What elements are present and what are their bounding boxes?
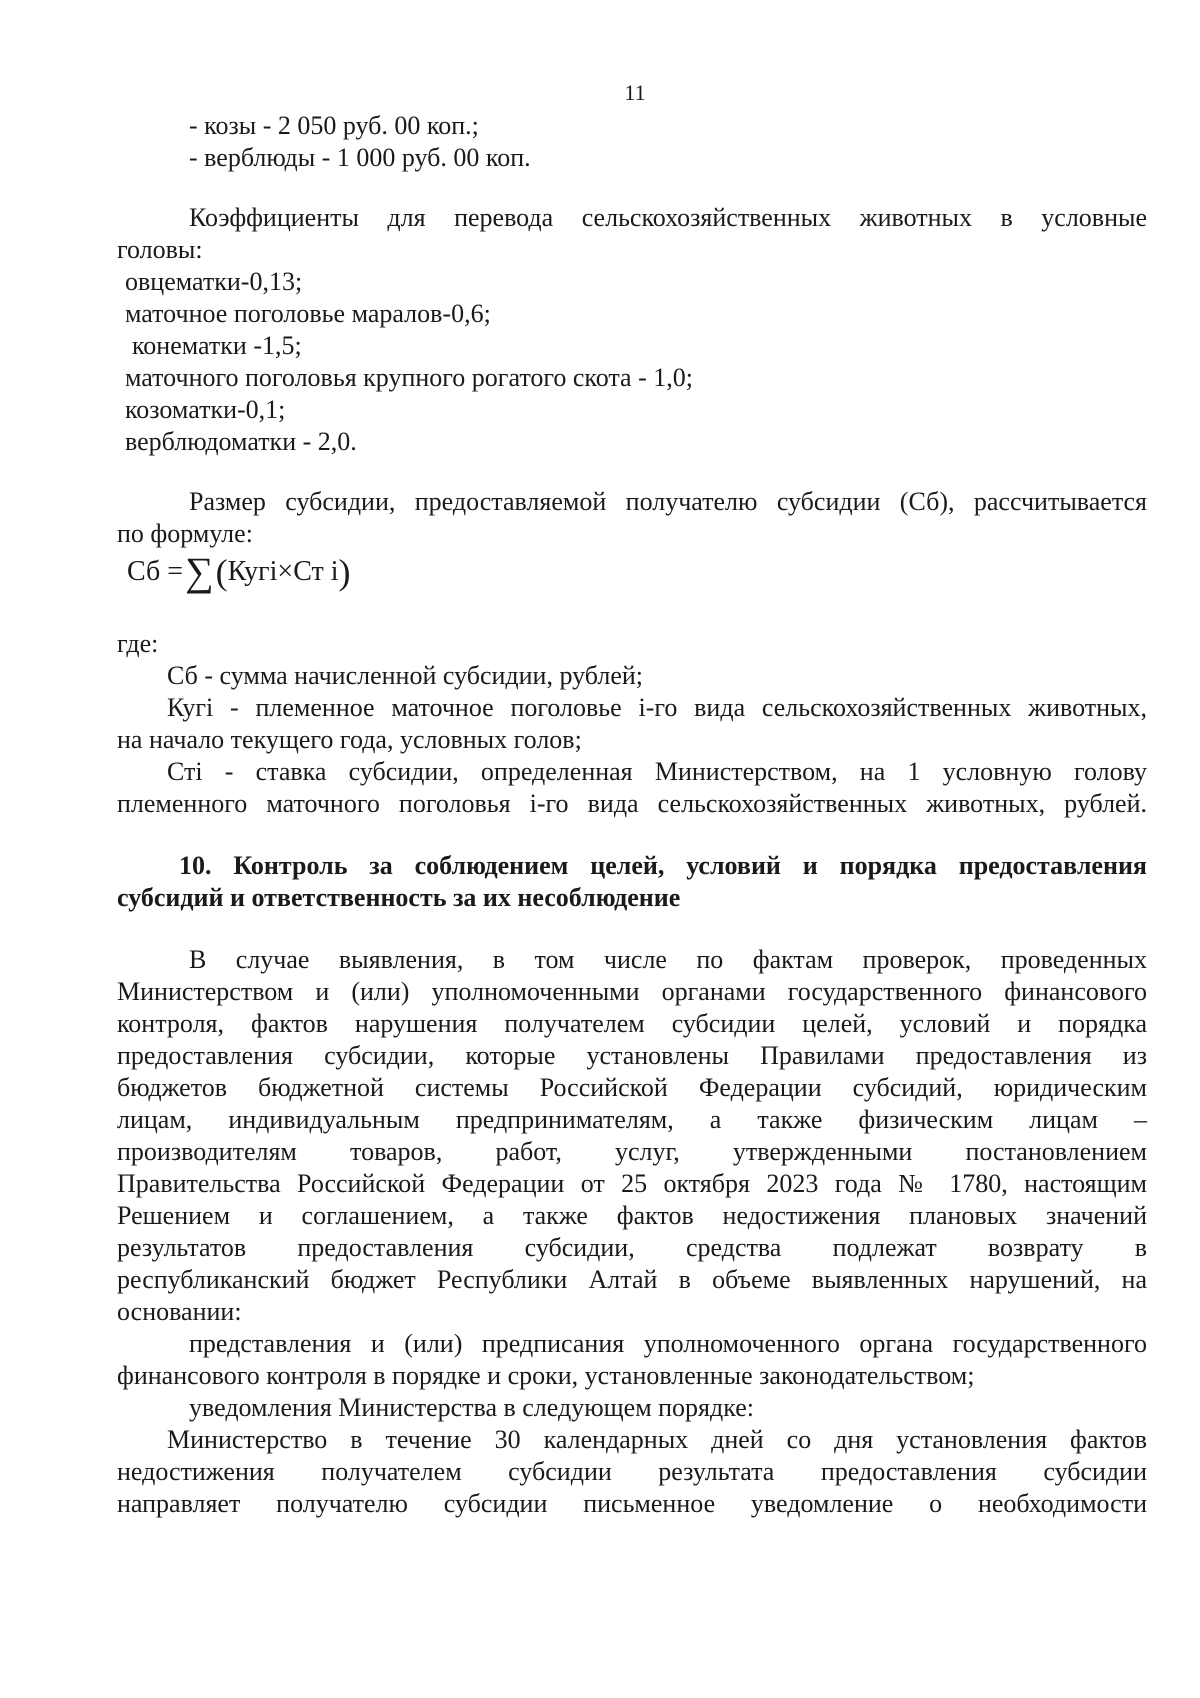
coefficient-item: верблюдоматки - 2,0.	[125, 427, 357, 456]
paragraph-line: Министерством и (или) уполномоченными органами государственного финансового	[117, 977, 1147, 1006]
paragraph-line: контроля, фактов нарушения получателем субсидии целей, условий и порядка	[117, 1009, 1147, 1038]
basis-line: уведомления Министерства в следующем порядке:	[189, 1393, 754, 1422]
coefficient-item: овцематки-0,13;	[125, 267, 303, 296]
definition-kug-cont: на начало текущего года, условных голов;	[117, 725, 582, 754]
definition-st: Стi - ставка субсидии, определенная Министерством, на 1 условную голову	[167, 757, 1147, 786]
paragraph-line: лицам, индивидуальным предпринимателям, а также физическим лицам –	[117, 1105, 1147, 1134]
page-content	[117, 110, 1147, 1520]
basis-1	[117, 1328, 1147, 1392]
price-item: - верблюды - 1 000 руб. 00 коп.	[189, 143, 531, 172]
final-line: Министерство в течение 30 календарных дней со дня установления фактов	[167, 1425, 1147, 1454]
final-line: недостижения получателем субсидии результата предоставления субсидии	[117, 1457, 1147, 1486]
section-10-paragraph	[117, 944, 1147, 1328]
formula-lhs: Сб =	[127, 556, 184, 587]
paragraph-line: республиканский бюджет Республики Алтай в объеме выявленных нарушений, на	[117, 1265, 1147, 1294]
paragraph-line: результатов предоставления субсидии, средства подлежат возврату в	[117, 1233, 1147, 1262]
formula-expression: Кугi×Ст i	[227, 556, 339, 587]
basis-line: представления и (или) предписания уполномоченного органа государственного	[189, 1329, 1147, 1358]
paragraph-line: основании:	[117, 1297, 242, 1326]
paragraph-line: Решением и соглашением, а также фактов недостижения плановых значений	[117, 1201, 1147, 1230]
final-paragraph	[117, 1424, 1147, 1520]
where-label: где:	[117, 629, 159, 658]
definition-kug: Кугi - племенное маточное поголовье i-го вида сельскохозяйственных животных,	[167, 693, 1147, 722]
coefficients-intro: Коэффициенты для перевода сельскохозяйственных животных в условные	[189, 203, 1147, 232]
section-heading-line: 10. Контроль за соблюдением целей, условий и порядка предоставления	[179, 851, 1147, 880]
coefficient-item: маточное поголовье маралов-0,6;	[125, 299, 491, 328]
definition-st-cont: племенного маточного поголовья i-го вида сельскохозяйственных животных, рублей.	[117, 789, 1147, 818]
subsidy-formula	[117, 550, 1147, 594]
final-line: направляет получателю субсидии письменное уведомление о необходимости	[117, 1489, 1147, 1518]
coefficients-intro-cont: головы:	[117, 235, 203, 264]
page-number: 11	[624, 80, 646, 105]
section-heading-line: субсидий и ответственность за их несоблюдение	[117, 883, 681, 912]
paragraph-line: В случае выявления, в том числе по фактам проверок, проведенных	[189, 945, 1147, 974]
price-item: - козы - 2 050 руб. 00 коп.;	[189, 111, 479, 140]
definition-sb: Сб - сумма начисленной субсидии, рублей;	[167, 661, 644, 690]
sum-symbol: ∑	[185, 549, 214, 594]
paragraph-line: бюджетов бюджетной системы Российской Федерации субсидий, юридическим	[117, 1073, 1147, 1102]
subsidy-intro: Размер субсидии, предоставляемой получателю субсидии (Сб), рассчитывается	[189, 487, 1147, 516]
subsidy-block	[117, 486, 1147, 820]
paragraph-line: Правительства Российской Федерации от 25 октября 2023 года № 1780, настоящим	[117, 1169, 1147, 1198]
subsidy-intro-cont: по формуле:	[117, 519, 253, 548]
coefficient-item: козоматки-0,1;	[125, 395, 286, 424]
close-paren: )	[338, 552, 351, 592]
coefficients-block	[117, 202, 1147, 458]
basis-line: финансового контроля в порядке и сроки, установленные законодательством;	[117, 1361, 975, 1390]
basis-2	[117, 1392, 1147, 1424]
price-list	[117, 110, 1147, 174]
section-10-heading	[117, 850, 1147, 914]
paragraph-line: предоставления субсидии, которые установлены Правилами предоставления из	[117, 1041, 1147, 1070]
open-paren: (	[215, 552, 228, 592]
coefficient-item: маточного поголовья крупного рогатого скота - 1,0;	[125, 363, 693, 392]
coefficient-item: конематки -1,5;	[132, 331, 302, 360]
paragraph-line: производителям товаров, работ, услуг, утвержденными постановлением	[117, 1137, 1147, 1166]
